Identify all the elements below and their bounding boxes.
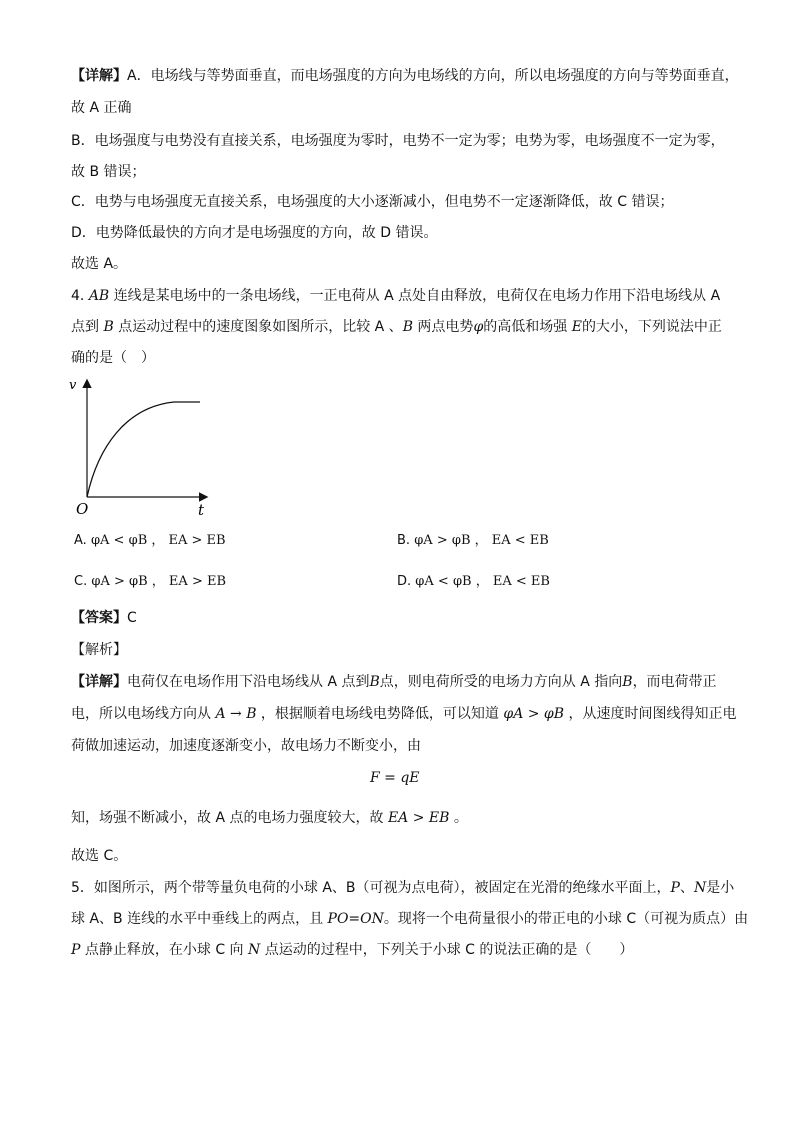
option-b-text: φA > φB ， EA < EB bbox=[414, 533, 549, 548]
q4-b2: B bbox=[402, 319, 413, 335]
q5-line1-a: 5．如图所示，两个带等量负电荷的小球 A、B（可视为点电荷），被固定在光滑的绝缘水平面上， bbox=[71, 880, 671, 896]
q3-detail-tag: 【详解】 bbox=[71, 68, 127, 84]
q3-b-line1: B．电场强度与电势没有直接关系，电场强度为零时，电势不一定为零；电势为零，电场强度不一定为零， bbox=[71, 133, 725, 149]
q4-vt-graph bbox=[66, 375, 216, 520]
origin-label: O bbox=[76, 500, 89, 518]
q3-c-line: C．电势与电场强度无直接关系，电场强度的大小逐渐减小，但电势不一定逐渐降低，故 C 错误； bbox=[71, 194, 674, 210]
q5-line2-b: 。现将一个电荷量很小的带正电的小球 C（可视为质点）由 bbox=[383, 911, 749, 927]
q4-formula: F = qE bbox=[370, 770, 420, 786]
q5-line2-a: 球 A、B 连线的水平中垂线上的两点，且 bbox=[71, 911, 328, 927]
q5-n: N bbox=[693, 880, 707, 896]
q4-option-c bbox=[74, 572, 226, 592]
answer-tag: 【答案】 bbox=[71, 610, 127, 626]
q3-d-line: D．电势降低最快的方向才是电场强度的方向，故 D 错误。 bbox=[71, 225, 438, 241]
q4-e: E bbox=[571, 319, 582, 335]
q4-d1-b-var2: B bbox=[622, 674, 633, 690]
q3-b-line2: 故 B 错误； bbox=[71, 164, 146, 180]
v-axis-label: v bbox=[69, 378, 77, 393]
q3-a-text: A．电场线与等势面垂直，而电场强度的方向为电场线的方向，所以电场强度的方向与等势面垂直， bbox=[127, 68, 739, 84]
q3-choose: 故选 A。 bbox=[71, 256, 128, 272]
q4-b: B bbox=[103, 319, 114, 335]
option-c-text: φA > φB ， EA > EB bbox=[91, 574, 227, 589]
q4-d4-cmp: EA > EB bbox=[387, 810, 450, 826]
q4-stem2-d: 的高低和场强 bbox=[483, 319, 568, 335]
q4-d1-a: 电荷仅在电场作用下沿电场线从 A 点到 bbox=[127, 674, 370, 690]
q4-d2-b: ，根据顺着电场线电势降低，可以知道 bbox=[256, 706, 504, 722]
q4-detail-line3: 荷做加速运动，加速度逐渐变小，故电场力不断变小，由 bbox=[71, 738, 421, 754]
q4-d2-c: ，从速度时间图线得知正电 bbox=[564, 706, 737, 722]
q4-stem2-c: 两点电势 bbox=[412, 319, 474, 335]
q4-stem-line3: 确的是（ ） bbox=[71, 350, 155, 366]
q4-stem-line2 bbox=[71, 317, 722, 337]
q4-phi: φ bbox=[473, 319, 484, 335]
q4-stem1: 连线是某电场中的一条电场线，一正电荷从 A 点处自由释放，电荷仅在电场力作用下沿电场线从 A bbox=[109, 288, 721, 304]
q4-option-d bbox=[397, 572, 550, 592]
q4-stem2-e: 的大小，下列说法中正 bbox=[581, 319, 722, 335]
q5-sep: 、 bbox=[679, 880, 694, 896]
q5-po-on: PO=ON bbox=[327, 911, 384, 927]
q4-number: 4. bbox=[71, 288, 85, 304]
q4-d1-b: 点，则电荷所受的电场力方向从 A 指向 bbox=[379, 674, 623, 690]
q3-detail-a-line1 bbox=[71, 66, 739, 86]
q4-choose: 故选 C。 bbox=[71, 848, 128, 864]
option-d-label: D. bbox=[397, 574, 412, 589]
q4-d2-cmp: φA > φB bbox=[503, 706, 565, 722]
q5-line1 bbox=[71, 878, 734, 898]
q4-detail-line2 bbox=[71, 704, 736, 724]
q5-line3-p: P bbox=[71, 942, 81, 958]
q4-stem2-a: 点到 bbox=[71, 319, 104, 335]
q5-line1-b: 是小 bbox=[706, 880, 735, 896]
q4-d1-b-var: B bbox=[369, 674, 380, 690]
q5-line3-a: 点静止释放，在小球 C 向 bbox=[80, 942, 248, 958]
option-d-text: φA < φB ， EA < EB bbox=[415, 574, 550, 589]
q4-d2-a: 电，所以电场线方向从 bbox=[71, 706, 216, 722]
q4-d4-a: 知，场强不断减小，故 A 点的电场力强度较大，故 bbox=[71, 810, 388, 826]
q4-stem-line1 bbox=[71, 286, 720, 306]
q3-a-line2: 故 A 正确 bbox=[71, 100, 132, 116]
q4-option-a bbox=[74, 531, 226, 551]
q4-d4-b: 。 bbox=[449, 810, 468, 826]
q5-p: P bbox=[670, 880, 680, 896]
t-axis-label: t bbox=[198, 501, 205, 519]
q4-detail-line4 bbox=[71, 808, 468, 828]
q4-answer-line bbox=[71, 608, 137, 628]
q4-d1-c: ，而电荷带正 bbox=[632, 674, 717, 690]
answer-value: C bbox=[127, 610, 137, 626]
q4-analysis-tag: 【解析】 bbox=[71, 642, 127, 658]
q4-detail-line1 bbox=[71, 672, 717, 692]
q4-detail-tag: 【详解】 bbox=[71, 674, 127, 690]
q5-line2 bbox=[71, 909, 748, 929]
velocity-curve bbox=[87, 402, 200, 497]
q5-line3 bbox=[71, 940, 633, 960]
q4-stem2-b: 点运动过程中的速度图象如图所示，比较 A 、 bbox=[113, 319, 403, 335]
q4-ab: AB bbox=[88, 288, 110, 304]
q4-d2-arrow: A → B bbox=[215, 706, 257, 722]
q5-line3-n: N bbox=[248, 942, 261, 958]
option-a-label: A. bbox=[74, 533, 87, 548]
q5-line3-b: 点运动的过程中，下列关于小球 C 的说法正确的是（ ） bbox=[260, 942, 634, 958]
option-a-text: φA < φB ， EA > EB bbox=[90, 533, 226, 548]
q4-option-b bbox=[397, 531, 549, 551]
option-b-label: B. bbox=[397, 533, 411, 548]
option-c-label: C. bbox=[74, 574, 88, 589]
